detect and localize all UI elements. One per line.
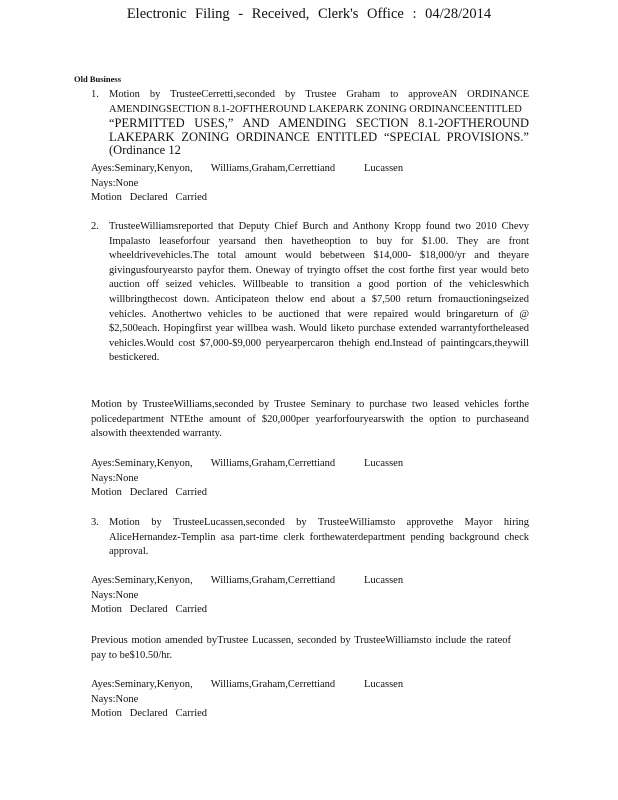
item-number: 3. (91, 517, 99, 528)
list-item (91, 88, 531, 158)
vote-record (91, 457, 511, 501)
item-number: 2. (91, 221, 99, 232)
nays-line: Nays:None (91, 177, 139, 189)
ayes-line: Ayes:Seminary,Kenyon, Williams,Graham,Cerrettiand Lucassen (91, 575, 404, 586)
result-line: Motion Declared Carried (91, 487, 208, 499)
nays-line: Nays:None (91, 589, 139, 601)
item-number: 1. (91, 89, 99, 100)
motion-paragraph: Previous motion amended byTrustee Lucassen, seconded by TrusteeWilliamsto include the rateof pay to be$10.50/hr. (91, 635, 511, 661)
item-body: Motion by TrusteeCerretti,seconded by Trustee Graham to approveAN ORDINANCE AMENDINGSECTION 8.1-2OFTHEROUND LAKEPARK ZONING ORDINANCEENTITLED (109, 89, 529, 115)
nays-line: Nays:None (91, 693, 139, 705)
ayes-line: Ayes:Seminary,Kenyon, Williams,Graham,Cerrettiand Lucassen (91, 679, 404, 690)
ayes-line: Ayes:Seminary,Kenyon, Williams,Graham,Cerrettiand Lucassen (91, 163, 404, 174)
motion-paragraph: Motion by TrusteeWilliams,seconded by Trustee Seminary to purchase two leased vehicles forthe policedepartment NTEthe amount of $20,000per yearforfouryearswith the option to purchaseand alsowith theextended warranty. (91, 399, 529, 440)
ayes-line: Ayes:Seminary,Kenyon, Williams,Graham,Cerrettiand Lucassen (91, 458, 404, 469)
document-header: Electronic Filing - Received, Clerk's Office : 04/28/2014 (126, 6, 492, 22)
item-text: Motion by TrusteeLucassen,seconded by TrusteeWilliamsto approvethe Mayor hiring AliceHernandez-Templin asa part-time clerk forthewaterdepartment pending background check approval. (109, 517, 529, 558)
section-heading: Old Business (74, 74, 122, 84)
item-caps-text: “PERMITTED USES,” AND AMENDING SECTION 8.1-2OFTHEROUND LAKEPARK ZONING ORDINANCE ENTITLED “SPECIAL PROVISIONS.” (Ordinance 12 (109, 116, 529, 158)
result-line: Motion Declared Carried (91, 192, 208, 204)
nays-line: Nays:None (91, 472, 139, 484)
vote-record (91, 162, 511, 206)
item-text: TrusteeWilliamsreported that Deputy Chief Burch and Anthony Kropp found two 2010 Chevy Impalasto leaseforfour yearsand then havetheoption to buy for $1.00. They are front wheeldrivevehicles.The total amount would bebetween $14,000- $18,000/yr and theyare givingusfouryearsto payfor them. Oneway of tryingto offset the cost forthe first year would beto auction off seized vehicles. Willbeable to transition a good portion of the vehicleswhich willbringthecost down. Anticipateon thelow end about a $7,500 return fromauctioningseized vehicles. Anothertwo vehicles to be auctioned that were repaired would bringareturn of @ $2,500each. Hopingfirst year willbea wash. Would liketo purchase extended warrantyfortheleased vehicles.Would cost $7,000-$9,000 peryearpercaron thehigh end.Instead of paintingcars,theywill bestickered. (109, 221, 529, 364)
vote-record (91, 678, 511, 722)
item-text (109, 88, 529, 158)
vote-record (91, 574, 511, 618)
result-line: Motion Declared Carried (91, 708, 208, 720)
result-line: Motion Declared Carried (91, 604, 208, 616)
